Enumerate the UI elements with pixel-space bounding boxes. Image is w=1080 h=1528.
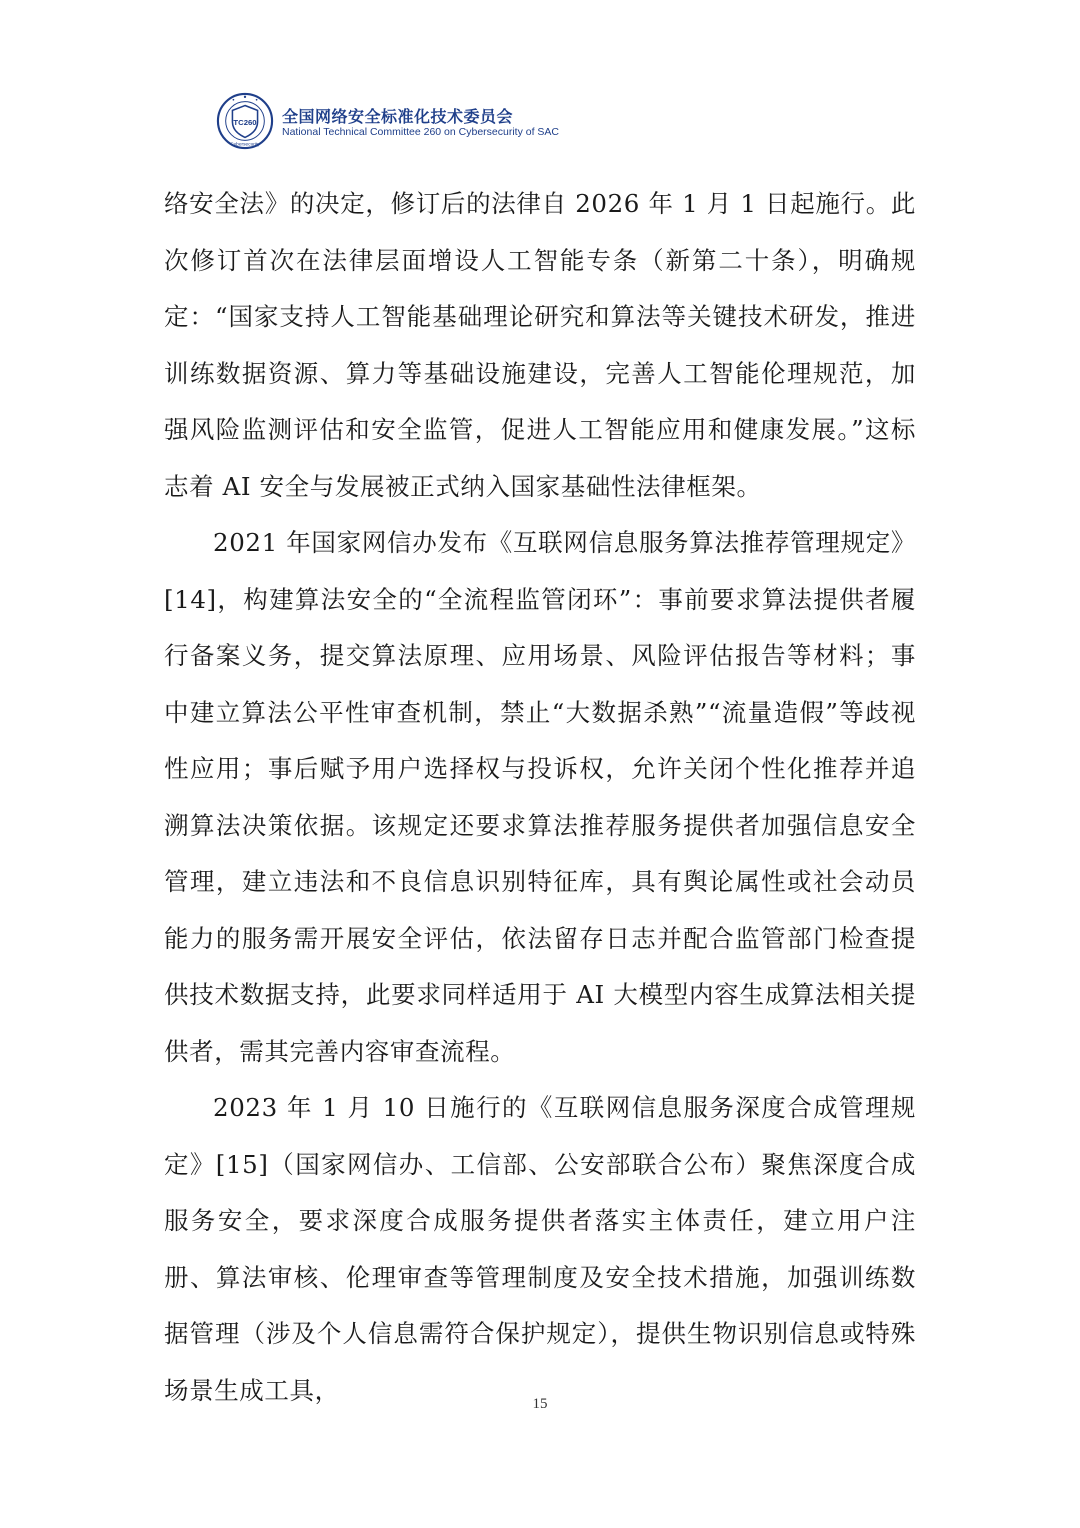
header-logo [212, 86, 560, 158]
page-number: 15 [532, 1396, 548, 1412]
body-text [164, 176, 916, 1419]
paragraph: 2021 年国家网信办发布《互联网信息服务算法推荐管理规定》[14]，构建算法安全的“全流程监管闭环”：事前要求算法提供者履行备案义务，提交算法原理、应用场景、风险评估报告等材料；事中建立算法公平性审查机制，禁止“大数据杀熟”“流量造假”等歧视性应用；事后赋予用户选择权与投诉权，允许关闭个性化推荐并追溯算法决策依据。该规定还要求算法推荐服务提供者加强信息安全管理，建立违法和不良信息识别特征库，具有舆论属性或社会动员能力的服务需开展安全评估，依法留存日志并配合监管部门检查提供技术数据支持，此要求同样适用于 AI 大模型内容生成算法相关提供者，需其完善内容审查流程。 [164, 528, 916, 1066]
paragraph: 络安全法》的决定，修订后的法律自 2026 年 1 月 1 日起施行。此次修订首次在法律层面增设人工智能专条（新第二十条），明确规定：“国家支持人工智能基础理论研究和算法等关键技术研发，推进训练数据资源、算力等基础设施建设，完善人工智能伦理规范，加强风险监测评估和安全监管，促进人工智能应用和健康发展。”这标志着 AI 安全与发展被正式纳入国家基础性法律框架。 [164, 189, 916, 501]
svg-text:Cybersecurity: Cybersecurity [230, 142, 260, 148]
organization-name-cn: 全国网络安全标准化技术委员会 [282, 107, 514, 126]
svg-text:TC260: TC260 [233, 117, 257, 127]
paragraph: 2023 年 1 月 10 日施行的《互联网信息服务深度合成管理规定》[15]（国家网信办、工信部、公安部联合公布）聚焦深度合成服务安全，要求深度合成服务提供者落实主体责任，建立用户注册、算法审核、伦理审查等管理制度及安全技术措施，加强训练数据管理（涉及个人信息需符合保护规定），提供生物识别信息或特殊场景生成工具， [164, 1093, 916, 1405]
organization-name-en: National Technical Committee 260 on Cybersecurity of SAC [282, 126, 560, 138]
tc260-seal-icon [216, 92, 274, 150]
